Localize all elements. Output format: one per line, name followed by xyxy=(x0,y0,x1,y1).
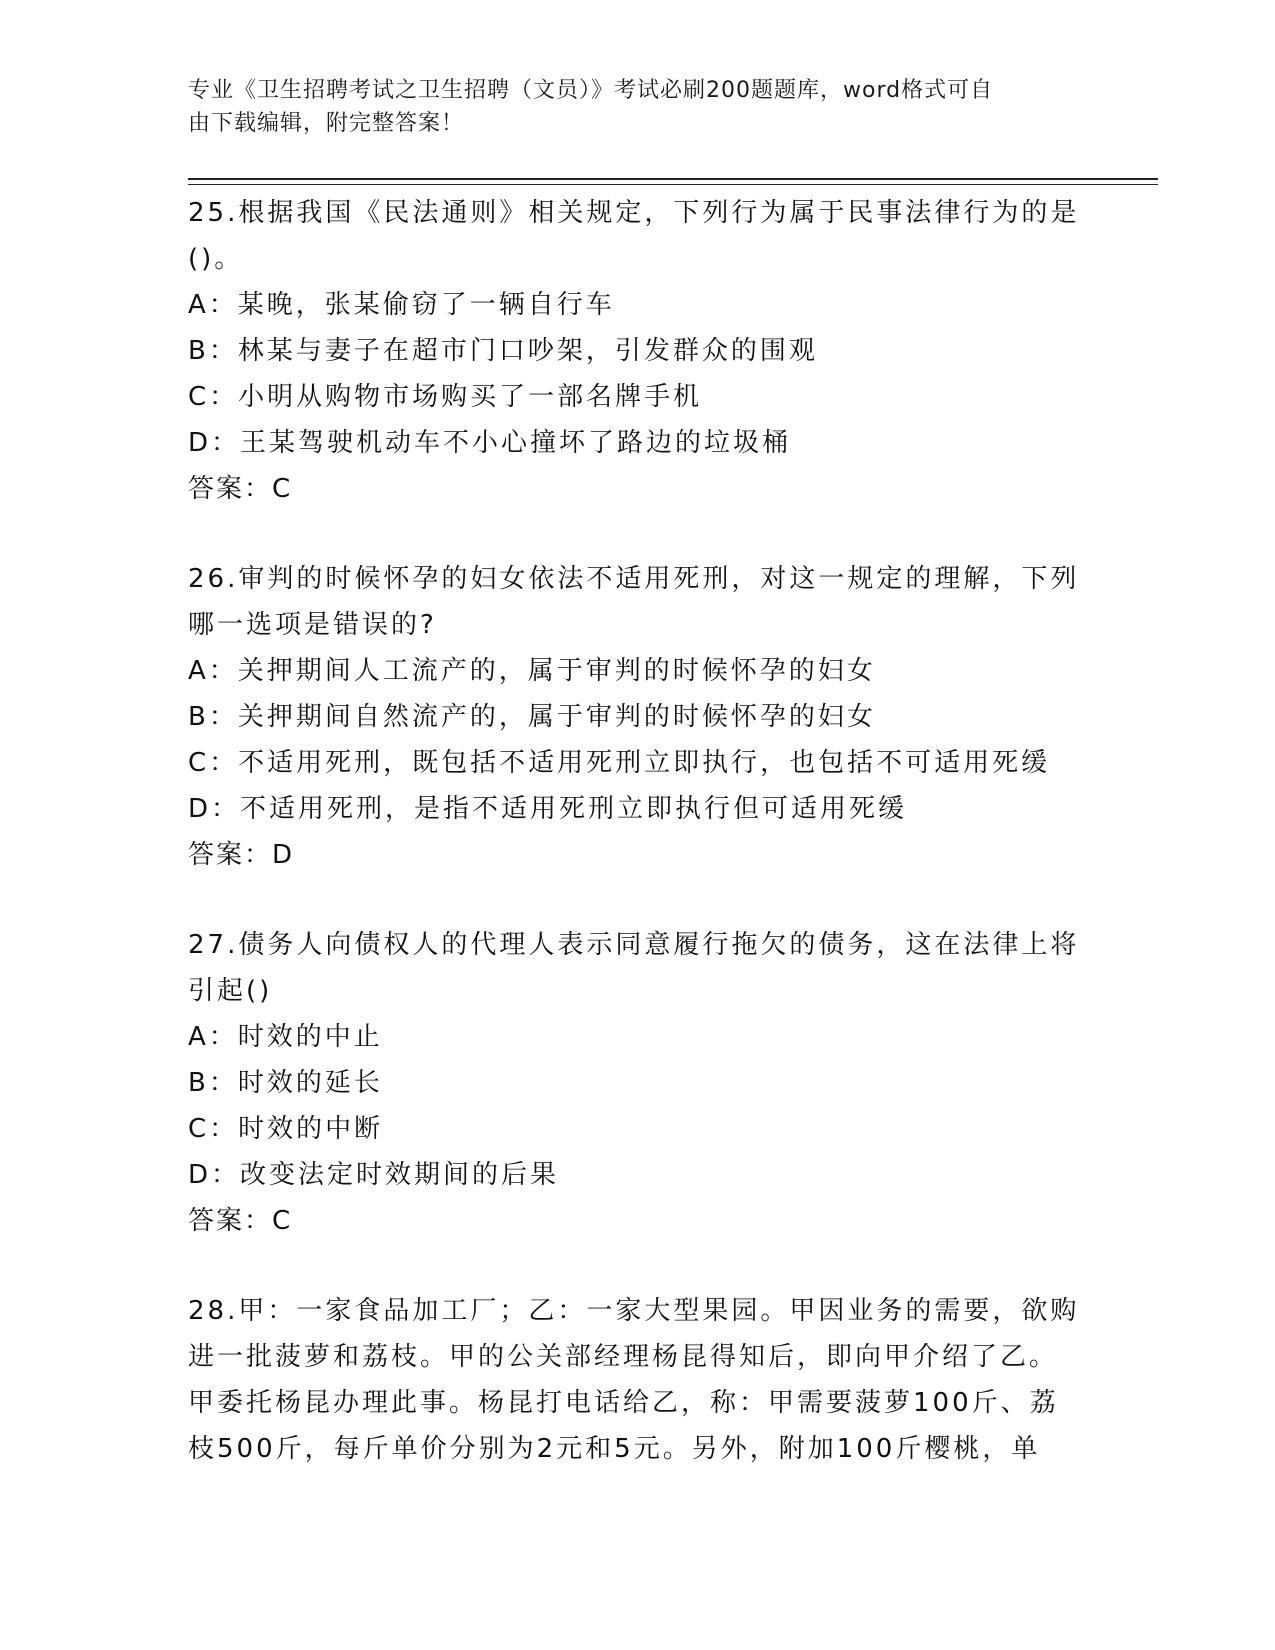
answer: 答案：C xyxy=(188,474,293,504)
question-stem-line: 进一批菠萝和荔枝。甲的公关部经理杨昆得知后，即向甲介绍了乙。 xyxy=(188,1342,1059,1372)
option-b: B：时效的延长 xyxy=(188,1068,383,1098)
question-list xyxy=(188,190,1088,1472)
question-stem-line: 28.甲：一家食品加工厂；乙：一家大型果园。甲因业务的需要，欲购 xyxy=(188,1296,1080,1326)
question-25 xyxy=(188,190,1088,512)
answer: 答案：D xyxy=(188,840,295,870)
option-c: C：不适用死刑，既包括不适用死刑立即执行，也包括不可适用死缓 xyxy=(188,748,1051,778)
question-stem-line: 26.审判的时候怀孕的妇女依法不适用死刑，对这一规定的理解，下列 xyxy=(188,564,1080,594)
option-a: A：时效的中止 xyxy=(188,1022,383,1052)
question-28 xyxy=(188,1288,1088,1472)
header-rule-thick xyxy=(188,178,1158,180)
question-stem-line: 枝500斤，每斤单价分别为2元和5元。另外，附加100斤樱桃，单 xyxy=(188,1434,1041,1464)
option-a: A：关押期间人工流产的，属于审判的时候怀孕的妇女 xyxy=(188,656,876,686)
question-stem xyxy=(188,190,1088,282)
question-stem xyxy=(188,1288,1088,1472)
option-c: C：小明从购物市场购买了一部名牌手机 xyxy=(188,382,703,412)
option-d: D：王某驾驶机动车不小心撞坏了路边的垃圾桶 xyxy=(188,428,792,458)
question-stem-line: 引起() xyxy=(188,976,273,1006)
question-26 xyxy=(188,556,1088,878)
answer: 答案：C xyxy=(188,1206,293,1236)
question-stem-line: 哪一选项是错误的? xyxy=(188,610,437,640)
question-stem-line: ()。 xyxy=(188,244,244,274)
option-a: A：某晚，张某偷窃了一辆自行车 xyxy=(188,290,615,320)
header-rule-thin xyxy=(188,184,1158,185)
question-stem xyxy=(188,922,1088,1014)
document-header xyxy=(188,74,1068,140)
option-c: C：时效的中断 xyxy=(188,1114,384,1144)
question-stem xyxy=(188,556,1088,648)
option-b: B：关押期间自然流产的，属于审判的时候怀孕的妇女 xyxy=(188,702,876,732)
question-stem-line: 甲委托杨昆办理此事。杨昆打电话给乙，称：甲需要菠萝100斤、荔 xyxy=(188,1388,1059,1418)
question-stem-line: 27.债务人向债权人的代理人表示同意履行拖欠的债务，这在法律上将 xyxy=(188,930,1080,960)
option-d: D：改变法定时效期间的后果 xyxy=(188,1160,560,1190)
option-d: D：不适用死刑，是指不适用死刑立即执行但可适用死缓 xyxy=(188,794,908,824)
question-stem-line: 25.根据我国《民法通则》相关规定，下列行为属于民事法律行为的是 xyxy=(188,198,1080,228)
option-b: B：林某与妻子在超市门口吵架，引发群众的围观 xyxy=(188,336,818,366)
header-title-line-1: 专业《卫生招聘考试之卫生招聘（文员）》考试必刷200题题库，word格式可自 xyxy=(188,78,994,103)
header-title-line-2: 由下载编辑，附完整答案！ xyxy=(188,111,465,136)
question-27 xyxy=(188,922,1088,1244)
